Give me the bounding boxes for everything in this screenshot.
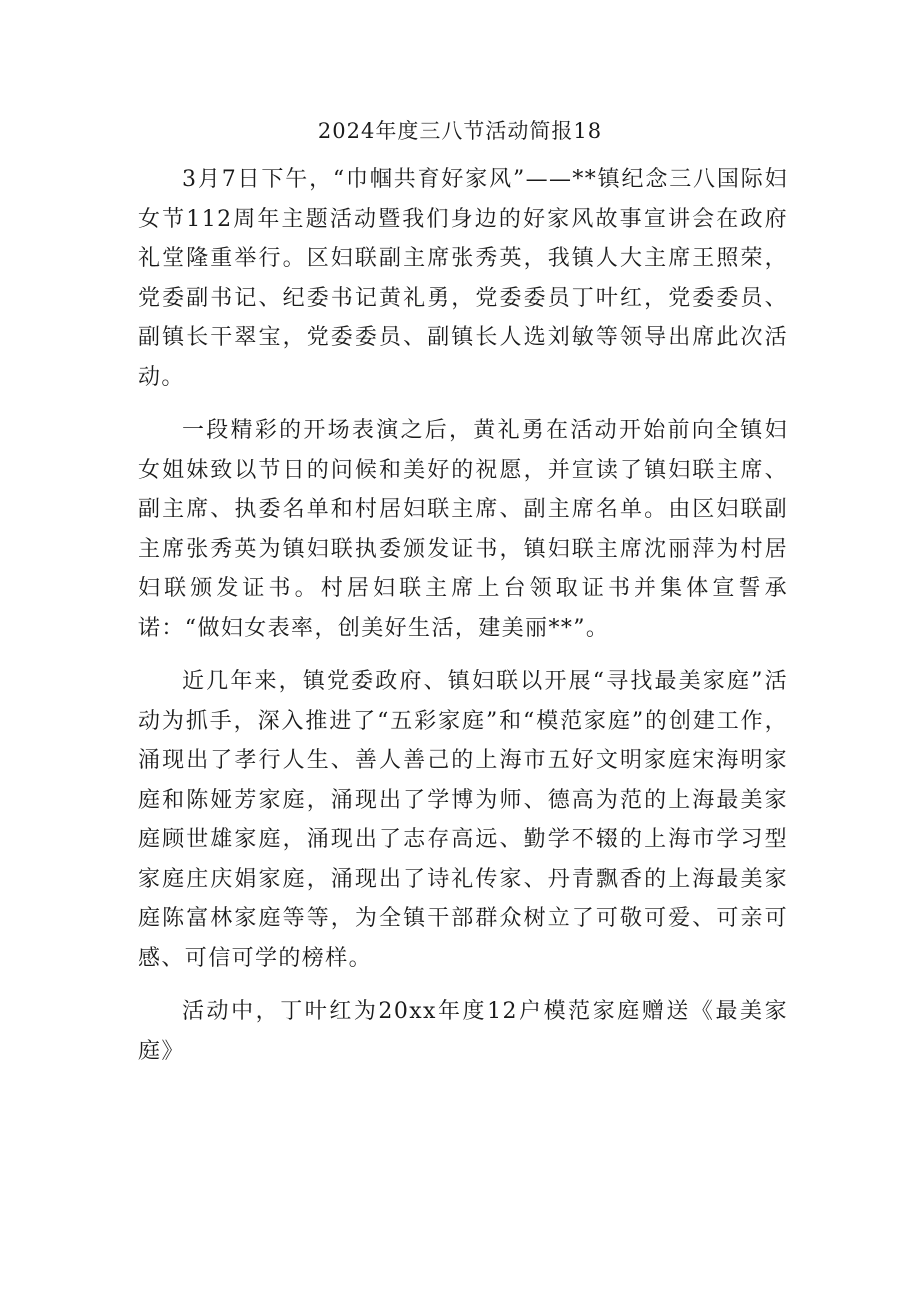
paragraph-opening-and-certificates: 一段精彩的开场表演之后，黄礼勇在活动开始前向全镇妇女姐妹致以节日的问候和美好的祝愿，并宣读了镇妇联主席、副主席、执委名单和村居妇联主席、副主席名单。由区妇联副主席张秀英为镇妇联执委颁发证书，镇妇联主席沈丽萍为村居妇联颁发证书。村居妇联主席上台领取证书并集体宣誓承诺：“做妇女表率，创美好生活，建美丽**”。 (138, 418, 788, 641)
paragraph-event-overview: 3月7日下午，“巾帼共育好家风”——**镇纪念三八国际妇女节112周年主题活动暨我们身边的好家风故事宣讲会在政府礼堂隆重举行。区妇联副主席张秀英，我镇人大主席王照荣，党委副书记、纪委书记黄礼勇，党委委员丁叶红，党委委员、副镇长干翠宝，党委委员、副镇长人选刘敏等领导出席此次活动。 (138, 167, 788, 390)
document-body (138, 160, 788, 1071)
paragraph-model-families: 近几年来，镇党委政府、镇妇联以开展“寻找最美家庭”活动为抓手，深入推进了“五彩家庭”和“模范家庭”的创建工作，涌现出了孝行人生、善人善己的上海市五好文明家庭宋海明家庭和陈娅芳家庭，涌现出了学博为师、德高为范的上海最美家庭顾世雄家庭，涌现出了志存高远、勤学不辍的上海市学习型家庭庄庆娟家庭，涌现出了诗礼传家、丹青飘香的上海最美家庭陈富林家庭等等，为全镇干部群众树立了可敬可爱、可亲可感、可信可学的榜样。 (138, 669, 788, 971)
paragraph-activity-gifts: 活动中，丁叶红为20xx年度12户模范家庭赠送《最美家庭》 (138, 999, 788, 1064)
document-title: 2024年度三八节活动简报18 (317, 119, 603, 143)
